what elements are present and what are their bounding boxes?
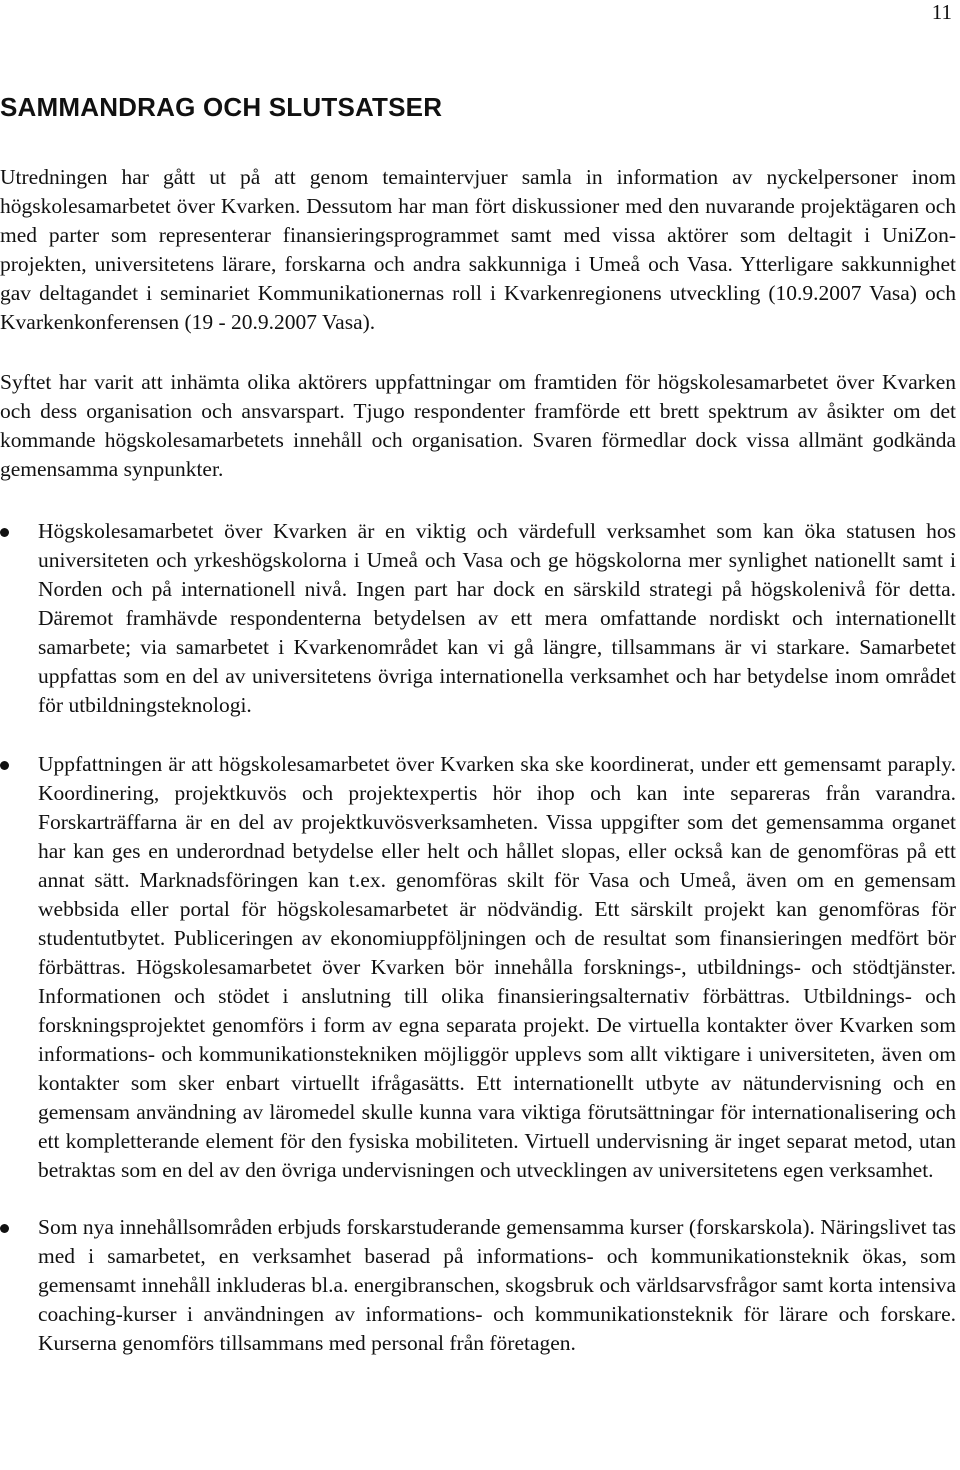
list-item bbox=[0, 1213, 956, 1358]
list-item-text: Uppfattningen är att högskolesamarbetet över Kvarken ska ske koordinerat, under ett gemensamt paraply. Koordinering, projektkuvös och projektexpertis hör ihop och kan inte separeras från varandra. Forskarträffarna är en del av projektkuvösverksamheten. Vissa uppgifter som det gemensamma organet har kan ges en underordnad betydelse eller helt och hållet slopas, eller också kan de genomföras på ett annat sätt. Marknadsföringen kan t.ex. genomföras skilt för Vasa och Umeå, även om en gemensam webbsida eller portal för högskolesamarbetet är nödvändig. Ett särskilt projekt kan genomföras för studentutbytet. Publiceringen av ekonomiuppföljningen och de resultat som finansieringen medfört bör förbättras. Högskolesamarbetet över Kvarken bör innehålla forsknings-, utbildnings- och stödtjänster. Informationen och stödet i anslutning till olika finansieringsalternativ förbättras. Utbildnings- och forskningsprojektet genomförs i form av egna separata projekt. De virtuella kontakter över Kvarken som informations- och kommunikationstekniken möjliggör upplevs som allt viktigare i universiteten, även om kontakter som sker enbart virtuellt ifrågasätts. Ett internationellt utbyte av nätundervisning och en gemensam användning av läromedel skulle kunna vara viktiga förutsättningar för internationalisering och ett kompletterande element för den fysiska mobiliteten. Virtuell undervisning är inget separat metod, utan betraktas som en del av den övriga undervisningen och utvecklingen av universitetens egen verksamhet. bbox=[38, 752, 956, 1182]
list-item-text: Högskolesamarbetet över Kvarken är en viktig och värdefull verksamhet som kan öka statusen hos universiteten och yrkeshögskolorna i Umeå och Vasa och ge högskolorna mer synlighet nationellt samt i Norden och på internationell nivå. Ingen part har dock en särskild strategi på högskolenivå för detta. Däremot framhävde respondenterna betydelsen av ett mera omfattande nordiskt och internationellt samarbete; via samarbetet i Kvarkenområdet kan vi gå längre, tillsammans är vi starkare. Samarbetet uppfattas som en del av universitetens övriga internationella verksamhet och har betydelse inom området för utbildningsteknologi. bbox=[38, 519, 956, 717]
page-number: 11 bbox=[931, 0, 952, 24]
bullet-icon bbox=[0, 528, 9, 537]
bullet-icon bbox=[0, 1224, 9, 1233]
list-item bbox=[0, 750, 956, 1185]
list-item-text: Som nya innehållsområden erbjuds forskarstuderande gemensamma kurser (forskarskola). Näringslivet tas med i samarbetet, en verksamhet baserad på informations- och kommunikationsteknik ökas, som gemensamt innehåll inkluderas bl.a. energibranschen, skogsbruk och världsarvsfrågor samt korta intensiva coaching-kurser i användningen av informations- och kommunikationsteknik för lärare och forskare. Kurserna genomförs tillsammans med personal från företagen. bbox=[38, 1215, 956, 1355]
intro-paragraph: Utredningen har gått ut på att genom temaintervjuer samla in information av nyckelpersoner inom högskolesamarbetet över Kvarken. Dessutom har man fört diskussioner med den nuvarande projektägaren och med parter som representerar finansieringsprogrammet samt med vissa aktörer som deltagit i UniZon-projekten, universitetens lärare, forskarna och andra sakkunniga i Umeå och Vasa. Ytterligare sakkunnighet gav deltagandet i seminariet Kommunikationernas roll i Kvarkenregionens utveckling (10.9.2007 Vasa) och Kvarkenkonferensen (19 - 20.9.2007 Vasa). bbox=[0, 165, 956, 334]
purpose-paragraph: Syftet har varit att inhämta olika aktörers uppfattningar om framtiden för högskolesamarbetet över Kvarken och dess organisation och ansvarspart. Tjugo respondenter framförde ett brett spektrum av åsikter om det kommande högskolesamarbetets innehåll och organisation. Svaren förmedlar dock vissa allmänt godkända gemensamma synpunkter. bbox=[0, 370, 956, 481]
list-item bbox=[0, 517, 956, 720]
bullet-icon bbox=[0, 761, 9, 770]
section-heading: SAMMANDRAG OCH SLUTSATSER bbox=[0, 92, 443, 122]
findings-list bbox=[0, 517, 956, 1388]
